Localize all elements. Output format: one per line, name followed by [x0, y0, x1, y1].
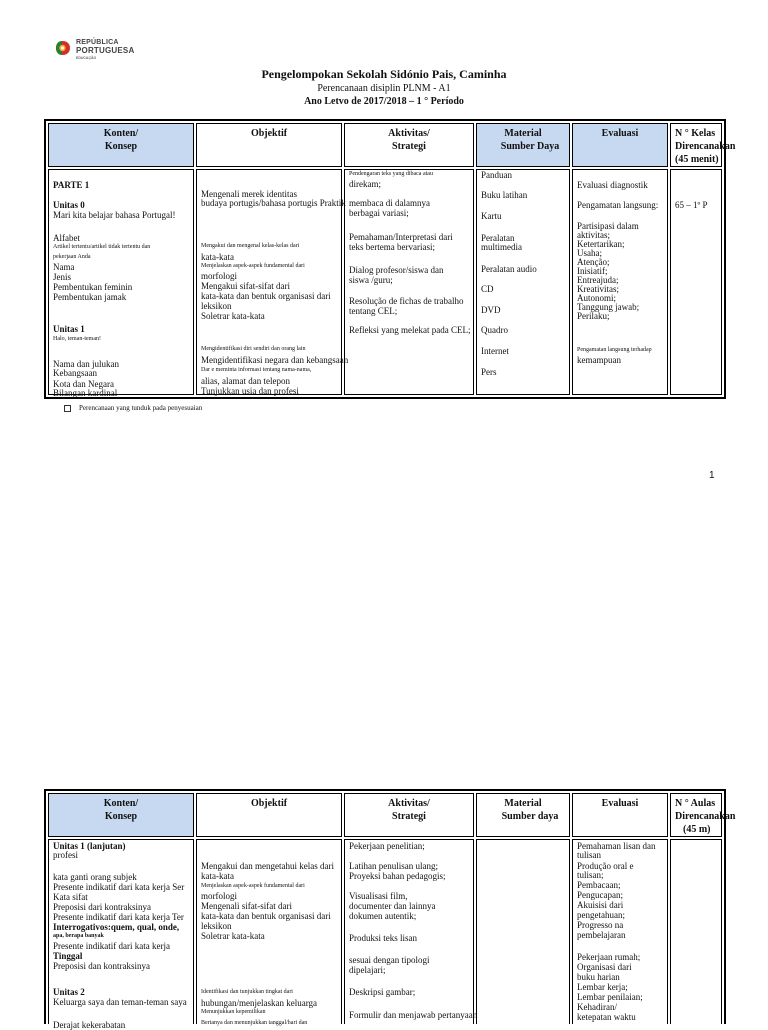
material-line: Quadro — [481, 325, 508, 335]
header-aktivitas-line2: Strategi — [392, 141, 426, 152]
objektif-line: Mengakui sifat-sifat dari — [201, 281, 290, 291]
evaluasi-line: Entreajuda; — [577, 275, 619, 285]
objektif-line: Mengakui dan mengenal kelas-kelas dari — [201, 243, 300, 249]
objektif-line: Mengidentifikasi negara dan kebangsaan — [201, 355, 349, 365]
header-nkelas-line3: (45 menit) — [675, 154, 719, 165]
evaluasi-line: kemampuan — [577, 355, 621, 365]
objektif-line: kata-kata dan bentuk organisasi dari — [201, 911, 331, 921]
konten-line: Nama — [53, 262, 75, 272]
objektif-line: budaya portugis/bahasa portugis Praktik — [201, 198, 346, 208]
konten-line: Halo, teman-teman! — [53, 336, 101, 342]
objektif-line: Mengenali sifat-sifat dari — [201, 901, 292, 911]
konten-line: Bilangan kardinal — [53, 388, 118, 398]
header-material-line1: Material — [504, 798, 542, 809]
aktivitas-line: Deskripsi gambar; — [349, 987, 416, 997]
header-naulas — [670, 793, 736, 837]
objektif-line: Menjelaskan aspek-aspek fundamental dari — [201, 263, 305, 269]
header-konten-line2: Konsep — [104, 811, 138, 822]
aktivitas-line: documenter dan lainnya — [349, 901, 436, 911]
konten-line: Unitas 2 — [53, 987, 85, 997]
material-cell — [476, 169, 570, 395]
header-konten — [48, 123, 194, 167]
evaluasi-line: Akuisisi dari — [577, 900, 624, 910]
evaluasi-line: tulisan — [577, 850, 601, 860]
aktivitas-line: dokumen autentik; — [349, 911, 417, 921]
aktivitas-line: Formulir dan menjawab pertanyaan — [349, 1010, 478, 1020]
header-material — [476, 123, 570, 167]
school-year: Ano Letvo de 2017/2018 – 1 ° Período — [304, 96, 464, 107]
evaluasi-line: Kreativitas; — [577, 284, 619, 294]
planning-table-2 — [44, 789, 736, 1030]
objektif-line: Mengakui dan mengetahui kelas dari — [201, 861, 334, 871]
aktivitas-line: Pemahaman/Interpretasi dari — [349, 232, 453, 242]
header-aktivitas-2 — [344, 793, 474, 837]
portugal-emblem-icon — [54, 39, 72, 57]
header-naulas-line1: N ° Aulas — [675, 798, 716, 809]
evaluasi-line: Autonomi; — [577, 293, 617, 303]
objektif-line: Dar e meminta informasi tentang nama-nama, — [201, 367, 312, 373]
document-subtitle: Perencanaan disiplin PLNM - A1 — [317, 83, 451, 94]
konten-cell — [48, 169, 194, 398]
evaluasi-line: pembelajaran — [577, 930, 626, 940]
konten-line: kata ganti orang subjek — [53, 872, 137, 882]
objektif-line: Tunjukkan usia dan profesi — [201, 386, 299, 396]
aktivitas-line: Pekerjaan penelitian; — [349, 841, 425, 851]
evaluasi-line: tulisan; — [577, 870, 604, 880]
konten-line: Presente indikatif dari kata kerja — [53, 941, 170, 951]
header-naulas-line3: (45 m) — [683, 824, 711, 835]
aktivitas-line: tentang CEL; — [349, 306, 398, 316]
logo-line-3: EDUCAÇÃO — [76, 56, 97, 60]
evaluasi-line: buku harian — [577, 972, 620, 982]
objektif-line: kata-kata dan bentuk organisasi dari — [201, 291, 331, 301]
header-evaluasi — [572, 123, 668, 167]
aktivitas-line: Proyeksi bahan pedagogis; — [349, 871, 446, 881]
objektif-line: kata-kata — [201, 252, 234, 262]
konten-line: Mari kita belajar bahasa Portugal! — [53, 210, 176, 220]
aktivitas-line: membaca di dalamnya — [349, 198, 430, 208]
objektif-line: Soletrar kata-kata — [201, 311, 265, 321]
konten-line: Preposisi dan kontraksinya — [53, 961, 150, 971]
aktivitas-line: teks bertema bervariasi; — [349, 242, 435, 252]
header-material-line1: Material — [504, 128, 542, 139]
material-line: Buku latihan — [481, 190, 528, 200]
objektif-line: Menjelaskan aspek-aspek fundamental dari — [201, 883, 305, 889]
objektif-line: kata-kata — [201, 871, 234, 881]
evaluasi-line: Lembar penilaian; — [577, 992, 643, 1002]
header-konten-2 — [48, 793, 194, 837]
konten-line: Preposisi dari kontraksinya — [53, 902, 151, 912]
planning-table-1 — [44, 119, 736, 399]
header-aktivitas-line1: Aktivitas/ — [388, 798, 430, 809]
evaluasi-line: aktivitas; — [577, 230, 610, 240]
evaluasi-line: pengetahuan; — [577, 910, 625, 920]
aktivitas-line: Visualisasi film, — [349, 891, 408, 901]
evaluasi-line: Progresso na — [577, 920, 624, 930]
nkelas-value: 65 – 1º P — [675, 200, 708, 210]
evaluasi-line: ketepatan waktu — [577, 1012, 636, 1022]
material-line: multimedia — [481, 242, 522, 252]
header-objektif-2 — [196, 793, 342, 837]
objektif-cell-2 — [196, 839, 342, 1024]
konten-line: Artikel tertentu/artikel tidak tertentu dan — [53, 244, 151, 250]
evaluasi-line: Tanggung jawab; — [577, 302, 640, 312]
konten-line: Presente indikatif dari kata kerja Ser — [53, 882, 185, 892]
header-evaluasi-label: Evaluasi — [601, 798, 639, 809]
konten-line: Derajat kekerabatan — [53, 1020, 126, 1030]
konten-line: Kata sifat — [53, 892, 88, 902]
objektif-line: hubungan/menjelaskan keluarga — [201, 998, 318, 1008]
header-konten-line1: Konten/ — [103, 798, 139, 809]
konten-line: pekerjaan Anda — [53, 254, 91, 260]
evaluasi-line: Pengamatan langsung terhadap — [577, 347, 652, 353]
document-title: Pengelompokan Sekolah Sidónio Pais, Caminha — [261, 67, 507, 81]
objektif-cell — [196, 169, 349, 396]
aktivitas-line: direkam; — [349, 179, 381, 189]
page-number: 1 — [709, 470, 715, 481]
konten-line: Presente indikatif dari kata kerja Ter — [53, 912, 184, 922]
aktivitas-line: Produksi teks lisan — [349, 933, 418, 943]
evaluasi-line: Inisiatif; — [577, 266, 608, 276]
aktivitas-line: berbagai variasi; — [349, 208, 409, 218]
objektif-line: morfologi — [201, 891, 237, 901]
konten-line: Jenis — [53, 272, 71, 282]
konten-line: Unitas 1 — [53, 324, 85, 334]
adjustment-note — [64, 404, 202, 412]
naulas-cell — [670, 839, 722, 1024]
header-aktivitas-line1: Aktivitas/ — [388, 128, 430, 139]
material-line: Peralatan audio — [481, 264, 537, 274]
konten-line: Keluarga saya dan teman-teman saya — [53, 997, 187, 1007]
header-konten-line2: Konsep — [104, 141, 138, 152]
objektif-line: morfologi — [201, 271, 237, 281]
evaluasi-cell-2 — [572, 839, 668, 1024]
objektif-line: Mengenali merek identitas — [201, 189, 297, 199]
header-aktivitas-line2: Strategi — [392, 811, 426, 822]
aktivitas-line: Latihan penulisan ulang; — [349, 861, 438, 871]
konten-line: apa, berapa banyak — [53, 933, 104, 939]
evaluasi-line: Organisasi dari — [577, 962, 632, 972]
objektif-line: Mengidentifikasi diri sendiri dan orang lain — [201, 346, 306, 352]
evaluasi-line: Pekerjaan rumah; — [577, 952, 641, 962]
konten-line: Interrogativos:quem, qual, onde, — [53, 922, 180, 932]
konten-line: Kebangsaan — [53, 368, 97, 378]
logo-line-1: REPÚBLICA — [76, 39, 119, 46]
republica-portuguesa-logo — [54, 37, 154, 63]
header-objektif-label: Objektif — [250, 128, 288, 139]
material-cell-2 — [476, 839, 570, 1024]
aktivitas-line: sesuai dengan tipologi — [349, 955, 430, 965]
konten-line: Alfabet — [53, 233, 80, 243]
evaluasi-line: Pengamatan langsung: — [577, 200, 659, 210]
evaluasi-line: Usaha; — [577, 248, 602, 258]
konten-line: Pembentukan feminin — [53, 282, 133, 292]
header-objektif — [196, 123, 342, 167]
konten-line: Unitas 1 (lanjutan) — [53, 841, 126, 851]
evaluasi-line: Atenção; — [577, 257, 610, 267]
header-material-line2: Sumber Daya — [500, 141, 560, 152]
evaluasi-cell — [572, 169, 668, 395]
aktivitas-line: siswa /guru; — [349, 275, 393, 285]
objektif-line: leksikon — [201, 921, 232, 931]
evaluasi-line: Pembacaan; — [577, 880, 621, 890]
logo-line-2: PORTUGUESA — [76, 46, 135, 55]
objektif-line: Bertanya dan menunjukkan tanggal/hari dan — [201, 1020, 308, 1026]
material-line: Internet — [481, 346, 509, 356]
material-line: Kartu — [481, 211, 502, 221]
evaluasi-line: Perilaku; — [577, 311, 610, 321]
header-nkelas-line1: N ° Kelas — [675, 128, 716, 139]
aktivitas-cell-2 — [344, 839, 478, 1024]
material-line: Panduan — [481, 170, 512, 180]
konten-cell-2 — [48, 839, 194, 1030]
header-nkelas — [670, 123, 736, 167]
header-objektif-label: Objektif — [250, 798, 288, 809]
evaluasi-line: Partisipasi dalam — [577, 221, 639, 231]
konten-line: Unitas 0 — [53, 200, 85, 210]
header-material-line2: Sumber daya — [501, 811, 559, 822]
objektif-line: alias, alamat dan telepon — [201, 376, 290, 386]
material-line: DVD — [481, 305, 501, 315]
header-naulas-line2: Direncanakan — [675, 811, 736, 822]
aktivitas-line: Refleksi yang melekat pada CEL; — [349, 325, 471, 335]
konten-line: profesi — [53, 850, 78, 860]
material-line: CD — [481, 284, 494, 294]
aktivitas-line: Resolução de fichas de trabalho — [349, 296, 464, 306]
note-checkbox-icon — [64, 405, 71, 412]
header-nkelas-line2: Direncanakan — [675, 141, 736, 152]
header-material-2 — [476, 793, 570, 837]
nkelas-cell — [670, 169, 722, 395]
aktivitas-line: Pendengaran teks yang dibaca atau — [349, 171, 433, 177]
evaluasi-line: Pengucapan; — [577, 890, 623, 900]
header-konten-line1: Konten/ — [103, 128, 139, 139]
material-line: Peralatan — [481, 233, 515, 243]
aktivitas-cell — [344, 169, 474, 395]
konten-line: Pembentukan jamak — [53, 292, 127, 302]
konten-line: Kota dan Negara — [53, 379, 114, 389]
objektif-line: Menunjukkan kepemilikan — [201, 1009, 266, 1015]
evaluasi-line: Pemahaman lisan dan — [577, 841, 656, 851]
evaluasi-line: Evaluasi diagnostik — [577, 180, 648, 190]
konten-line: Nama dan julukan — [53, 359, 119, 369]
objektif-line: leksikon — [201, 301, 232, 311]
objektif-line: Soletrar kata-kata — [201, 931, 265, 941]
header-evaluasi-2 — [572, 793, 668, 837]
objektif-line: Identifikasi dan tunjukkan tingkat dari — [201, 989, 293, 995]
material-line: Pers — [481, 367, 497, 377]
evaluasi-line: Produção oral e — [577, 861, 634, 871]
aktivitas-line: dipelajari; — [349, 965, 386, 975]
note-text: Perencanaan yang tunduk pada penyesuaian — [79, 404, 203, 412]
konten-line: Tinggal — [53, 951, 83, 961]
evaluasi-line: Lembar kerja; — [577, 982, 628, 992]
header-aktivitas — [344, 123, 474, 167]
konten-line: PARTE 1 — [53, 180, 90, 190]
aktivitas-line: Dialog profesor/siswa dan — [349, 265, 444, 275]
evaluasi-line: Kehadiran/ — [577, 1002, 617, 1012]
evaluasi-line: Ketertarikan; — [577, 239, 625, 249]
header-evaluasi-label: Evaluasi — [601, 128, 639, 139]
